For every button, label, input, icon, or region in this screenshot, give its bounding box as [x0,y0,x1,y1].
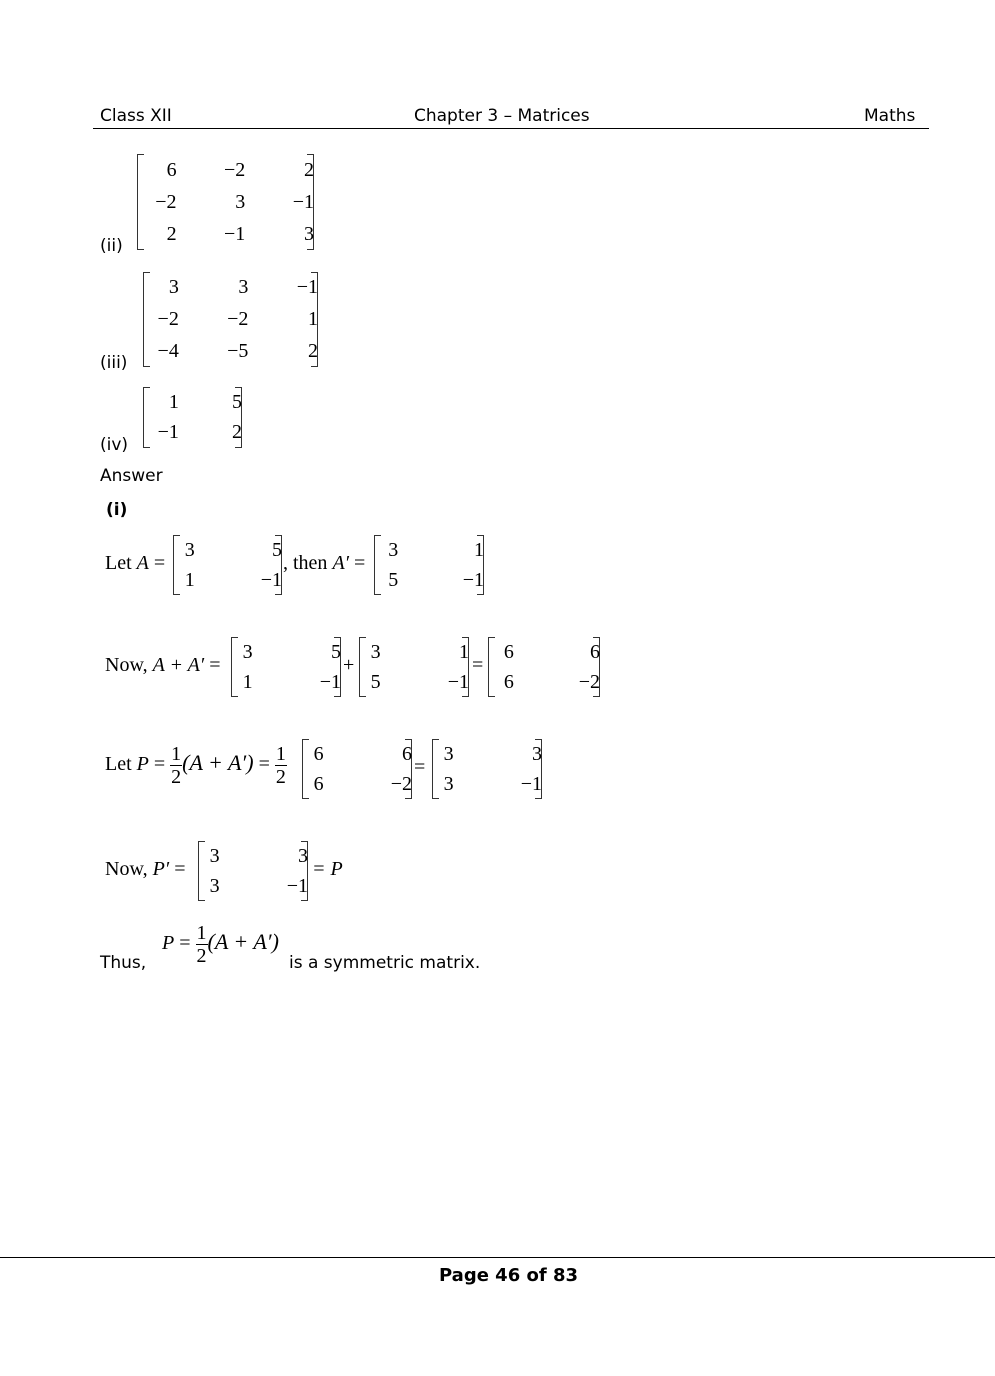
matrix-sum-term2: 3 1 5 −1 [359,637,469,697]
page-number: Page 46 of 83 [438,1265,579,1286]
answer-part-i: (i) [106,500,128,520]
matrix-a: 3 5 1 −1 [173,535,282,595]
line4-suffix: = P [312,858,343,880]
conclusion-formula: P = $\frac{1}{2}$ (A + A′) [162,922,279,967]
fraction-one-half-2: $\frac{1}{2}$ [275,743,286,788]
line1-left: Let A = [105,552,166,574]
matrix-p: 3 3 3 −1 [432,739,542,799]
matrix-ii: 6 −2 2 −2 3 −1 2 −1 3 [137,154,314,250]
fraction-one-half: $\frac{1}{2}$ [171,743,182,788]
question-label-iv: (iv) [100,435,129,455]
line1-mid: , then A′ = [283,552,366,574]
header-subject: Maths [864,106,916,126]
line2-left: Now, A + A′ = [105,654,221,676]
plus-sign: + [343,654,355,676]
equals-sign-2: = [414,756,426,778]
equals-sign: = [472,654,484,676]
line3-left: Let P = $\frac{1}{2}$ (A + A′) = $\frac{1}{2}$ [105,743,286,788]
line4-left: Now, P′ = [105,858,186,880]
matrix-sum-term1: 3 5 1 −1 [231,637,341,697]
matrix-p-unscaled: 6 6 6 −2 [302,739,412,799]
matrix-iii: 3 3 −1 −2 −2 1 −4 −5 2 [143,272,318,367]
matrix-a-transpose: 3 1 5 −1 [374,535,484,595]
header-divider [93,128,929,129]
answer-heading: Answer [100,466,163,486]
question-label-ii: (ii) [100,236,123,256]
header-chapter: Chapter 3 – Matrices [414,106,590,126]
conclusion-thus: Thus, [100,953,147,973]
header-class: Class XII [100,106,172,126]
matrix-sum-result: 6 6 6 −2 [488,637,600,697]
matrix-iv: 1 5 −1 2 [143,387,242,448]
conclusion-text: is a symmetric matrix. [289,953,481,973]
question-label-iii: (iii) [100,353,128,373]
footer-divider [0,1257,995,1258]
matrix-p-transpose: 3 3 3 −1 [198,841,308,901]
